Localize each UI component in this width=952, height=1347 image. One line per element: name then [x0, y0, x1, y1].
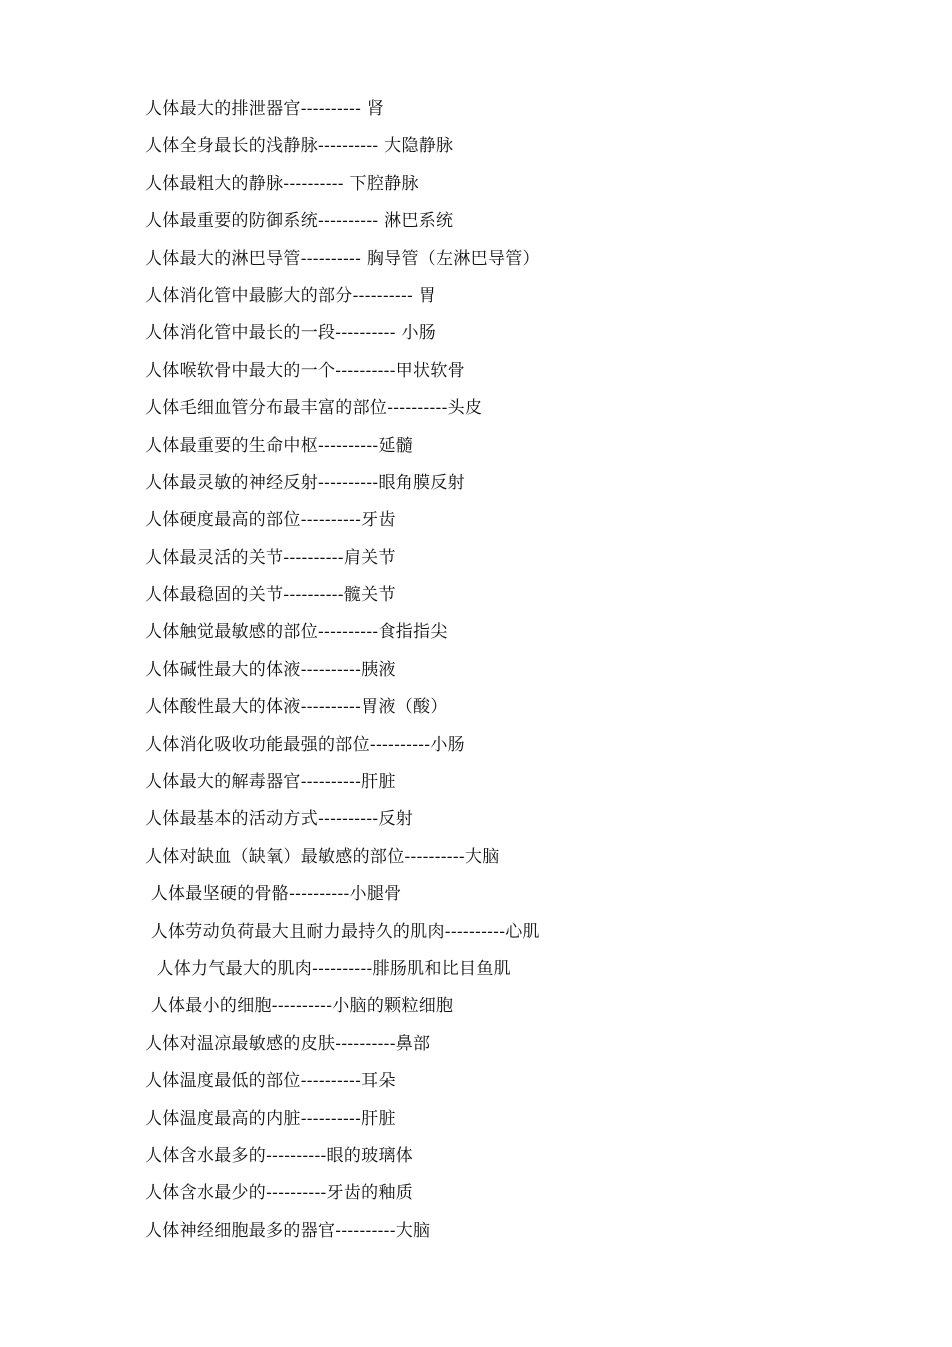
- fact-line-5: 人体最大的淋巴导管---------- 胸导管（左淋巴导管）: [145, 248, 540, 269]
- fact-line-16: 人体碱性最大的体液----------胰液: [145, 659, 396, 680]
- fact-line-1: 人体最大的排泄器官---------- 肾: [145, 99, 385, 119]
- fact-line-3: 人体最粗大的静脉---------- 下腔静脉: [145, 173, 419, 194]
- fact-line-11: 人体最灵敏的神经反射----------眼角膜反射: [145, 472, 465, 493]
- fact-line-15: 人体触觉最敏感的部位----------食指指尖: [145, 622, 448, 643]
- fact-line-13: 人体最灵活的关节----------肩关节: [145, 547, 396, 568]
- fact-line-10: 人体最重要的生命中枢----------延髓: [145, 435, 414, 456]
- fact-line-18: 人体消化吸收功能最强的部位----------小肠: [145, 734, 465, 755]
- fact-line-7: 人体消化管中最长的一段---------- 小肠: [145, 323, 437, 344]
- fact-line-27: 人体温度最低的部位----------耳朵: [145, 1071, 396, 1092]
- fact-list: [145, 91, 540, 1250]
- fact-line-19: 人体最大的解毒器官----------肝脏: [145, 772, 396, 793]
- fact-line-20: 人体最基本的活动方式----------反射: [145, 809, 414, 830]
- fact-line-9: 人体毛细血管分布最丰富的部位----------头皮: [145, 398, 483, 419]
- fact-line-26: 人体对温凉最敏感的皮肤----------鼻部: [145, 1033, 431, 1054]
- fact-line-23: 人体劳动负荷最大且耐力最持久的肌肉----------心肌: [145, 921, 540, 942]
- fact-line-25: 人体最小的细胞----------小脑的颗粒细胞: [145, 996, 454, 1017]
- fact-line-4: 人体最重要的防御系统---------- 淋巴系统: [145, 211, 454, 232]
- fact-line-8: 人体喉软骨中最大的一个----------甲状软骨: [145, 360, 465, 381]
- fact-line-21: 人体对缺血（缺氧）最敏感的部位----------大脑: [145, 846, 500, 867]
- fact-line-28: 人体温度最高的内脏----------肝脏: [145, 1108, 396, 1129]
- fact-line-17: 人体酸性最大的体液----------胃液（酸）: [145, 697, 448, 718]
- fact-line-31: 人体神经细胞最多的器官----------大脑: [145, 1220, 431, 1241]
- fact-line-2: 人体全身最长的浅静脉---------- 大隐静脉: [145, 136, 454, 157]
- fact-line-14: 人体最稳固的关节----------髋关节: [145, 585, 396, 606]
- fact-line-24: 人体力气最大的肌肉----------腓肠肌和比目鱼肌: [145, 958, 511, 979]
- fact-line-12: 人体硬度最高的部位----------牙齿: [145, 510, 396, 531]
- fact-line-6: 人体消化管中最膨大的部分---------- 胃: [145, 285, 437, 306]
- fact-line-30: 人体含水最少的----------牙齿的釉质: [145, 1183, 414, 1204]
- fact-line-29: 人体含水最多的----------眼的玻璃体: [145, 1145, 414, 1166]
- fact-line-22: 人体最坚硬的骨骼----------小腿骨: [145, 884, 402, 905]
